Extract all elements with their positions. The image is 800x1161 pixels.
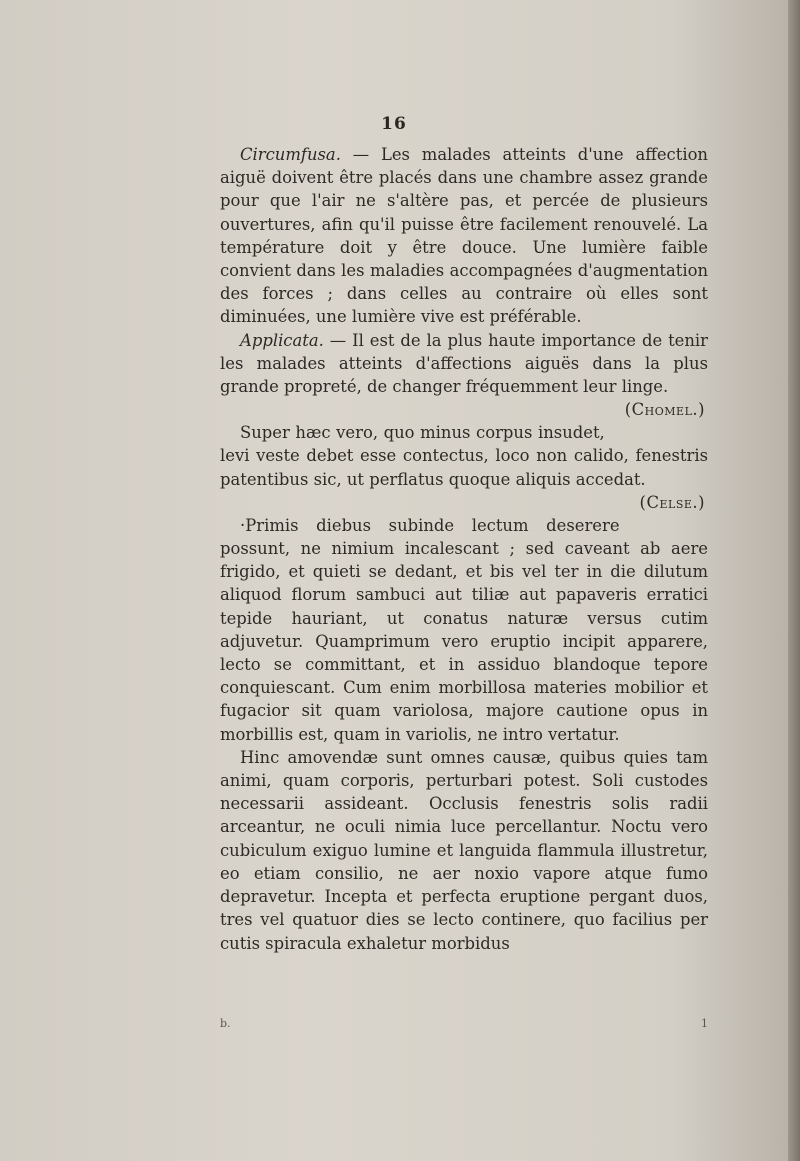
signature-right: 1 [701, 1017, 708, 1030]
latin-paragraph-primis: ·Primis diebus subinde lectum deserere possunt, ne nimium incalescant ; sed caveant ab aere frigido, et quieti se dedant, et bis vel ter in die dilutum aliquod florum sambuci aut tiliæ aut papaveris erratici tepide hauriant, ut conatus naturæ versus cutim adjuvetur. Quamprimum vero eruptio incipit apparere, lecto se committant, et in assiduo blandoque tepore conquiescant. Cum enim morbillosa materies mobilior et fugacior sit quam variolosa, majore cautione opus in morbillis est, quam in variolis, ne intro vertatur. [220, 515, 708, 744]
signature-left: b. [220, 1017, 231, 1030]
text-latin-celse: Super hæc vero, quo minus corpus insudet, levi veste debet esse contectus, loco non calido, fenestris patentibus sic, ut perflatus quoque aliquis accedat. [220, 423, 708, 489]
source-chomel: (Chomel.) [624, 400, 705, 420]
lead-applicata: Applicata. [240, 330, 324, 350]
paragraph-applicata [220, 329, 708, 420]
text-circumfusa: — Les malades atteints d'une affection aiguë doivent être placés dans une chambre assez grande pour que l'air ne s'altère pas, et percée de plusieurs ouvertures, afin qu'il puisse être facilement renouvelé. La température doit y être douce. Une lumière faible convient dans les maladies accompagnées d'augmentation des forces ; dans celles au contraire où elles sont diminuées, une lumière vive est préférable. [220, 145, 708, 327]
text-applicata: — Il est de la plus haute importance de tenir les malades atteints d'affections aiguës dans la plus grande propreté, de changer fréquemment leur linge. [220, 330, 708, 397]
latin-paragraph-hinc: Hinc amovendæ sunt omnes causæ, quibus quies tam animi, quam corporis, perturbari potest. Soli custodes necessarii assideant. Occlusis fenestris solis radii arceantur, ne oculi nimia luce percellantur. Noctu vero cubiculum exiguo lumine et languida flammula illustretur, eo etiam consilio, ne aer noxio vapore atque fumo depravetur. Incepta et perfecta eruptione pergant duos, tres vel quatuor dies se lecto continere, quo facilius per cutis spiracula exhaletur morbidus [220, 747, 708, 953]
source-celse: (Celse.) [639, 492, 705, 512]
lead-circumfusa: Circumfusa. [240, 145, 341, 164]
page-edge [788, 0, 800, 1161]
paragraph-circumfusa [220, 143, 708, 329]
page-number: 16 [381, 114, 407, 134]
latin-quote-celse [220, 421, 708, 512]
main-text [220, 143, 708, 955]
